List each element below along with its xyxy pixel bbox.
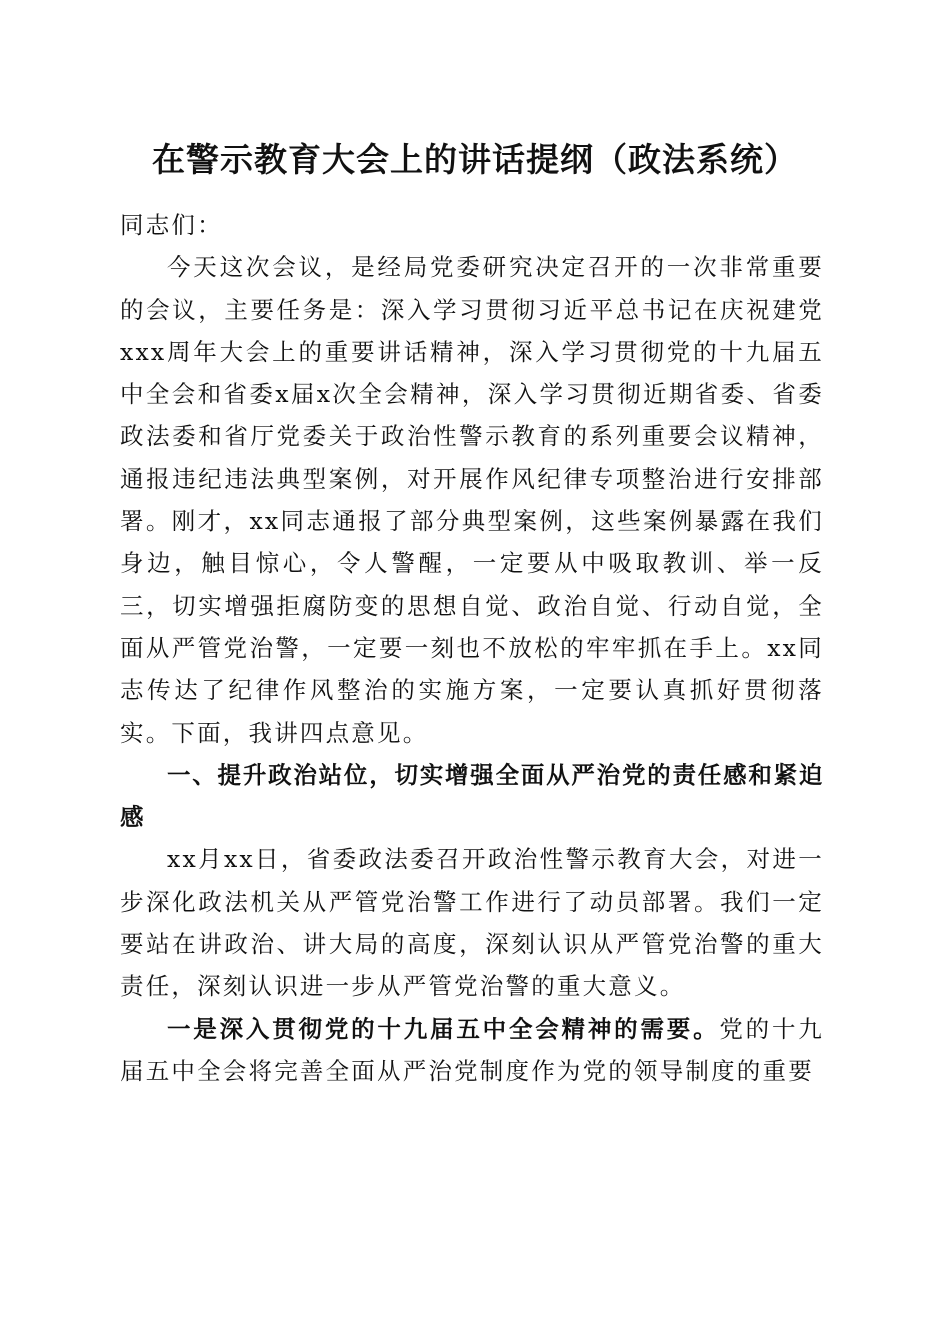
point-1-lead: 一是深入贯彻党的十九届五中全会精神的需要。 xyxy=(167,1014,720,1043)
intro-paragraph: 今天这次会议，是经局党委研究决定召开的一次非常重要的会议，主要任务是：深入学习贯彻习近平总书记在庆祝建党xxx周年大会上的重要讲话精神，深入学习贯彻党的十九届五中全会和省委x届x次全会精神，深入学习贯彻近期省委、省委政法委和省厅党委关于政治性警示教育的系列重要会议精神，通报违纪违法典型案例，对开展作风纪律专项整治进行安排部署。刚才，xx同志通报了部分典型案例，这些案例暴露在我们身边，触目惊心，令人警醒，一定要从中吸取教训、举一反三，切实增强拒腐防变的思想自觉、政治自觉、行动自觉，全面从严管党治警，一定要一刻也不放松的牢牢抓在手上。xx同志传达了纪律作风整治的实施方案，一定要认真抓好贯彻落实。下面，我讲四点意见。 xyxy=(120,253,824,747)
salutation: 同志们： xyxy=(120,211,223,239)
document-title: 在警示教育大会上的讲话提纲（政法系统） xyxy=(152,140,798,179)
section-heading-1: 一、提升政治站位，切实增强全面从严治党的责任感和紧迫感 xyxy=(120,760,824,832)
point-1-text: 党的十九届五中全会将完善全面从严治党制度作为党的领导制度的重要 xyxy=(120,1014,824,1085)
document-body xyxy=(120,204,824,1092)
point-1-paragraph xyxy=(120,1008,824,1093)
section-1-paragraph: xx月xx日，省委政法委召开政治性警示教育大会，对进一步深化政法机关从严管党治警工作进行了动员部署。我们一定要站在讲政治、讲大局的高度，深刻认识从严管党治警的重大责任，深刻认识进一步从严管党治警的重大意义。 xyxy=(120,845,824,1001)
